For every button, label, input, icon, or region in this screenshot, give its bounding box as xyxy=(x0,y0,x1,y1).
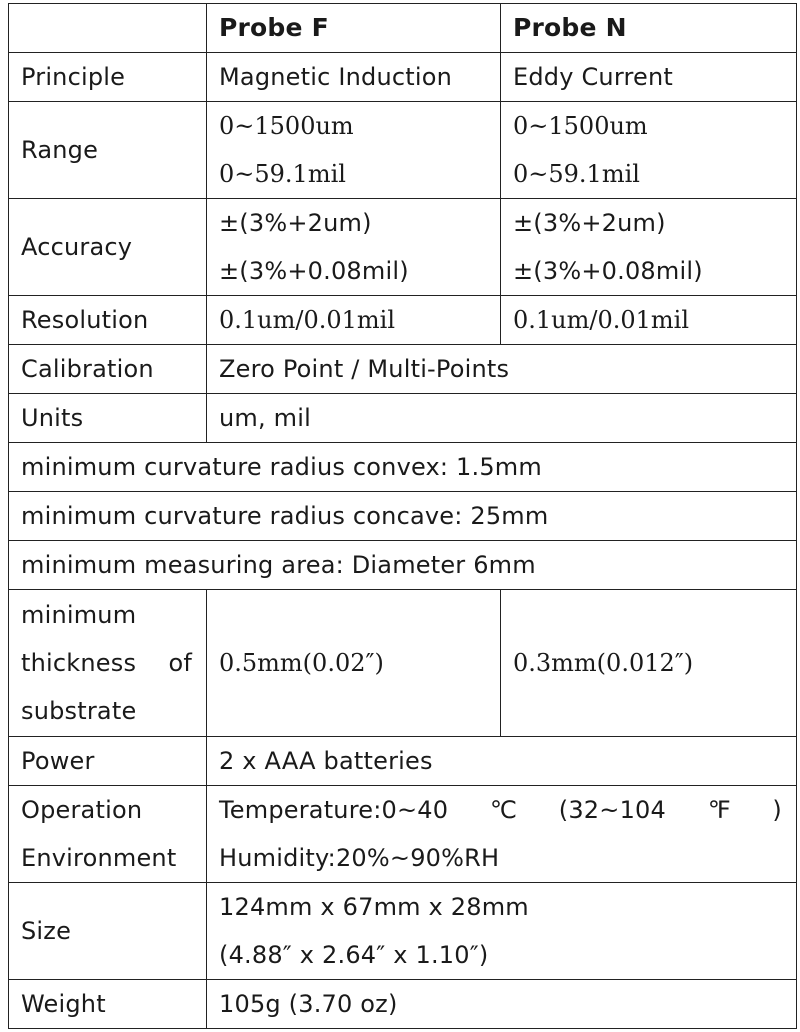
operation-label-line2: Environment xyxy=(21,844,177,872)
header-row xyxy=(9,4,797,53)
convex-row xyxy=(9,443,797,492)
accuracy-row xyxy=(9,199,797,296)
range-probe-f xyxy=(207,102,501,199)
header-probe-f: Probe F xyxy=(207,4,501,53)
principle-probe-f: Magnetic Induction xyxy=(207,53,501,102)
units-row xyxy=(9,394,797,443)
operation-humidity: Humidity:20%~90%RH xyxy=(219,844,500,872)
fahrenheit-symbol: ℉ xyxy=(707,796,731,824)
resolution-label: Resolution xyxy=(9,296,207,345)
accuracy-probe-f-mil: ±(3%+0.08mil) xyxy=(219,257,409,285)
weight-value: 105g (3.70 oz) xyxy=(207,980,797,1029)
size-label: Size xyxy=(9,883,207,980)
range-probe-f-um: 0~1500um xyxy=(219,112,354,140)
principle-row xyxy=(9,53,797,102)
power-row xyxy=(9,737,797,786)
range-probe-f-mil: 0~59.1mil xyxy=(219,160,346,188)
range-probe-n-mil: 0~59.1mil xyxy=(513,160,640,188)
accuracy-probe-f-um: ±(3%+2um) xyxy=(219,209,372,237)
measuring-area-text: minimum measuring area: Diameter 6mm xyxy=(9,541,797,590)
temperature-range-c: Temperature:0~40 xyxy=(219,796,449,824)
power-label: Power xyxy=(9,737,207,786)
principle-probe-n: Eddy Current xyxy=(501,53,797,102)
operation-temperature xyxy=(219,786,796,834)
header-probe-n: Probe N xyxy=(501,4,797,53)
resolution-row xyxy=(9,296,797,345)
size-value xyxy=(207,883,797,980)
principle-label: Principle xyxy=(9,53,207,102)
substrate-probe-f: 0.5mm(0.02″) xyxy=(207,590,501,737)
measuring-area-row xyxy=(9,541,797,590)
spec-table xyxy=(8,3,797,1029)
power-value: 2 x AAA batteries xyxy=(207,737,797,786)
weight-label: Weight xyxy=(9,980,207,1029)
temperature-close-paren: ) xyxy=(772,796,782,824)
substrate-label-line3: substrate xyxy=(21,697,137,725)
substrate-row xyxy=(9,590,797,737)
accuracy-probe-f xyxy=(207,199,501,296)
temperature-range-f: (32~104 xyxy=(558,796,666,824)
weight-row xyxy=(9,980,797,1029)
concave-row xyxy=(9,492,797,541)
substrate-label xyxy=(9,590,207,737)
substrate-label-thickness: thickness xyxy=(21,649,137,677)
range-label: Range xyxy=(9,102,207,199)
substrate-label-line1: minimum xyxy=(21,601,137,629)
calibration-label: Calibration xyxy=(9,345,207,394)
calibration-row xyxy=(9,345,797,394)
size-row xyxy=(9,883,797,980)
resolution-probe-n: 0.1um/0.01mil xyxy=(501,296,797,345)
operation-value xyxy=(207,786,797,883)
operation-label-line1: Operation xyxy=(21,796,143,824)
accuracy-probe-n xyxy=(501,199,797,296)
operation-row xyxy=(9,786,797,883)
accuracy-probe-n-um: ±(3%+2um) xyxy=(513,209,666,237)
concave-text: minimum curvature radius concave: 25mm xyxy=(9,492,797,541)
operation-label xyxy=(9,786,207,883)
header-blank-cell xyxy=(9,4,207,53)
substrate-label-of: of xyxy=(168,649,192,677)
celsius-symbol: ℃ xyxy=(489,796,518,824)
convex-text: minimum curvature radius convex: 1.5mm xyxy=(9,443,797,492)
calibration-value: Zero Point / Multi-Points xyxy=(207,345,797,394)
substrate-probe-n: 0.3mm(0.012″) xyxy=(501,590,797,737)
accuracy-probe-n-mil: ±(3%+0.08mil) xyxy=(513,257,703,285)
range-probe-n-um: 0~1500um xyxy=(513,112,648,140)
range-probe-n xyxy=(501,102,797,199)
size-imperial: (4.88″ x 2.64″ x 1.10″) xyxy=(219,941,489,969)
units-label: Units xyxy=(9,394,207,443)
size-metric: 124mm x 67mm x 28mm xyxy=(219,893,529,921)
units-value: um, mil xyxy=(207,394,797,443)
range-row xyxy=(9,102,797,199)
substrate-label-line2 xyxy=(21,639,206,687)
resolution-probe-f: 0.1um/0.01mil xyxy=(207,296,501,345)
accuracy-label: Accuracy xyxy=(9,199,207,296)
